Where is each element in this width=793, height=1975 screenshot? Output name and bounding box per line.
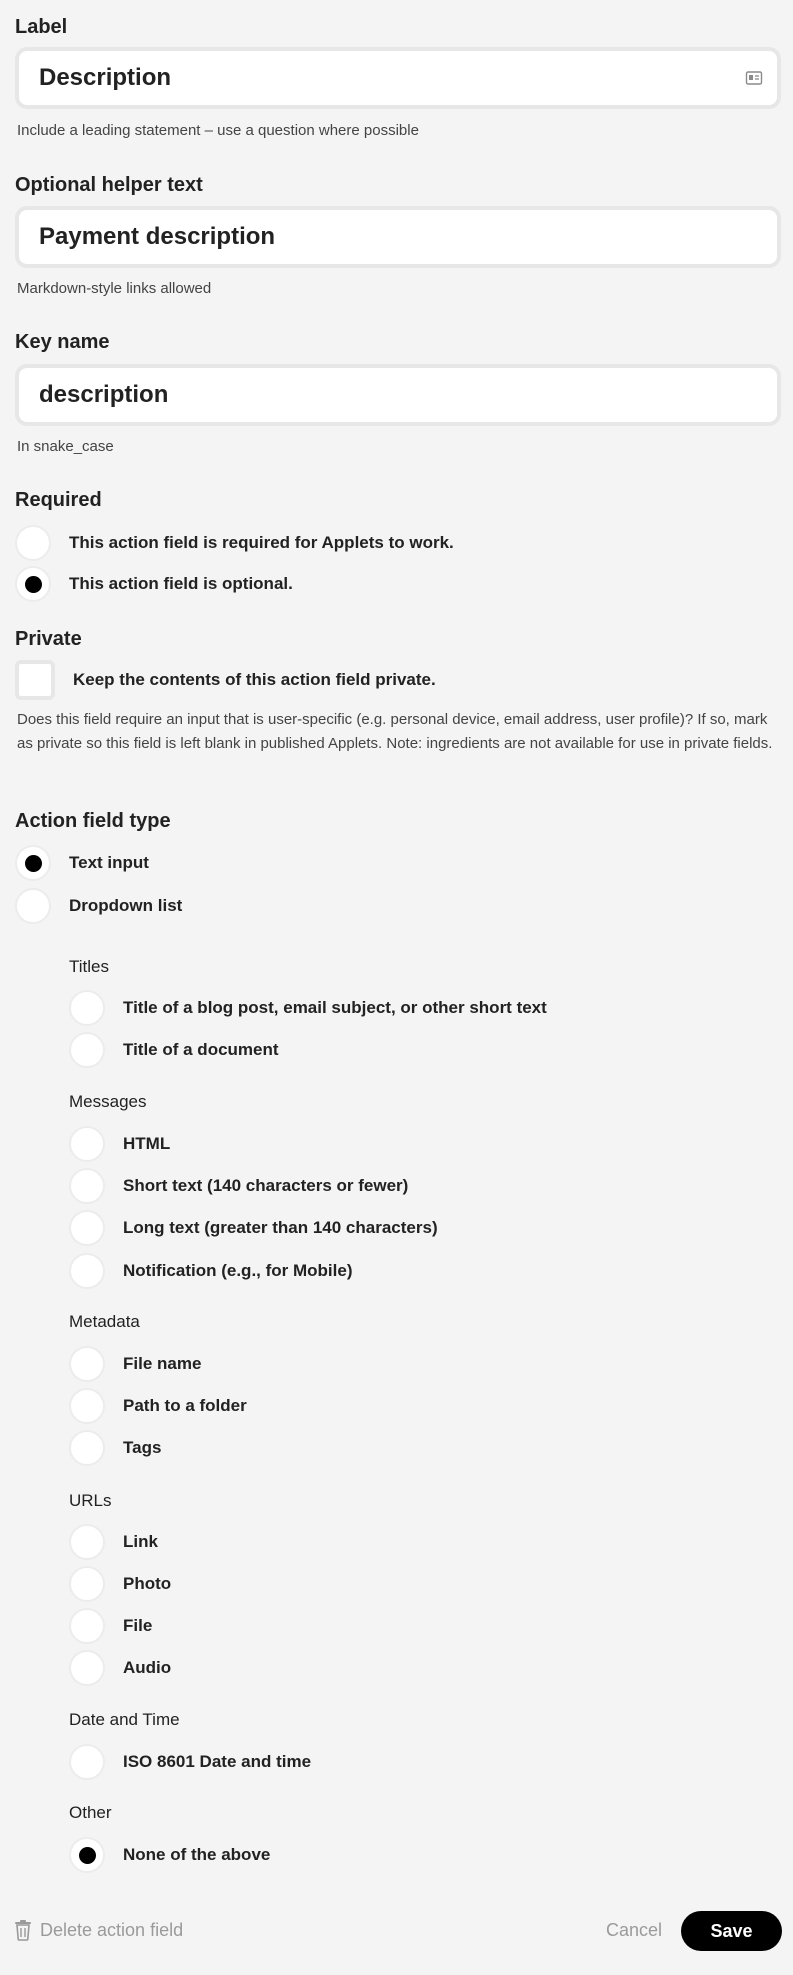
required-option-optional[interactable]	[15, 566, 293, 602]
delete-action-field-label: Delete action field	[40, 1919, 184, 1940]
radio-button[interactable]	[15, 845, 51, 881]
radio-button[interactable]	[69, 1837, 105, 1873]
key-name-input-value: description	[39, 381, 169, 408]
group-title-titles: Titles	[69, 957, 109, 976]
radio-button[interactable]	[69, 1168, 105, 1204]
type-option-label: Tags	[123, 1438, 162, 1457]
radio-button[interactable]	[69, 1566, 105, 1602]
field-type-dropdown-list[interactable]	[15, 888, 182, 924]
field-type-heading: Action field type	[15, 810, 171, 832]
private-checkbox[interactable]	[15, 660, 55, 700]
private-checkbox-label: Keep the contents of this action field private.	[73, 670, 436, 689]
type-option-link[interactable]	[69, 1524, 158, 1560]
cancel-button[interactable]: Cancel	[606, 1920, 663, 1940]
type-option-short-text[interactable]	[69, 1168, 408, 1204]
type-option-tags[interactable]	[69, 1430, 161, 1466]
type-option-label: None of the above	[123, 1845, 271, 1864]
label-helper: Include a leading statement – use a question where possible	[17, 122, 419, 139]
type-option-label: Title of a document	[123, 1040, 279, 1059]
trash-icon	[14, 1919, 32, 1941]
group-title-other: Other	[69, 1803, 112, 1822]
type-option-html[interactable]	[69, 1126, 170, 1162]
type-option-label: Title of a blog post, email subject, or other short text	[123, 998, 547, 1017]
radio-selected-dot	[79, 1847, 96, 1864]
private-option[interactable]	[15, 660, 436, 700]
type-option-label: Photo	[123, 1574, 172, 1593]
type-option-photo[interactable]	[69, 1566, 171, 1602]
private-description: Does this field require an input that is user-specific (e.g. personal device, email address, user profile)? If so, mark as private so this field is left blank in published Applets. Note: ingredients are not available for use in private fields.	[17, 711, 773, 752]
private-heading: Private	[15, 628, 82, 650]
type-option-none[interactable]	[69, 1837, 270, 1873]
group-title-date-time: Date and Time	[69, 1710, 180, 1729]
save-button[interactable]: Save	[681, 1911, 782, 1951]
required-heading: Required	[15, 489, 102, 511]
type-option-folder-path[interactable]	[69, 1388, 247, 1424]
label-heading: Label	[15, 16, 68, 38]
radio-button[interactable]	[15, 566, 51, 602]
radio-button[interactable]	[69, 1608, 105, 1644]
type-option-file-name[interactable]	[69, 1346, 201, 1382]
label-input[interactable]	[15, 47, 781, 109]
helper-text-heading: Optional helper text	[15, 174, 203, 196]
type-option-label: HTML	[123, 1134, 171, 1153]
radio-button[interactable]	[69, 1430, 105, 1466]
radio-selected-dot	[25, 855, 42, 872]
type-option-iso-date[interactable]	[69, 1744, 311, 1780]
type-option-notification[interactable]	[69, 1253, 352, 1289]
type-option-label: Link	[123, 1532, 158, 1551]
type-option-label: Short text (140 characters or fewer)	[123, 1176, 409, 1195]
id-card-icon[interactable]	[745, 69, 763, 87]
group-title-metadata: Metadata	[69, 1312, 140, 1331]
delete-action-field-button[interactable]	[14, 1919, 183, 1941]
required-option-label: This action field is optional.	[69, 574, 293, 593]
key-name-helper: In snake_case	[17, 438, 114, 455]
type-option-label: File name	[123, 1354, 202, 1373]
type-option-label: Path to a folder	[123, 1396, 247, 1415]
radio-button[interactable]	[69, 1032, 105, 1068]
required-option-label: This action field is required for Applets to work.	[69, 533, 454, 552]
radio-button[interactable]	[69, 1346, 105, 1382]
radio-button[interactable]	[69, 990, 105, 1026]
type-option-label: Long text (greater than 140 characters)	[123, 1218, 438, 1237]
key-name-input[interactable]	[15, 364, 781, 426]
type-option-title-document[interactable]	[69, 1032, 279, 1068]
field-type-option-label: Dropdown list	[69, 896, 183, 915]
radio-button[interactable]	[69, 1126, 105, 1162]
radio-button[interactable]	[69, 1650, 105, 1686]
type-option-label: File	[123, 1616, 153, 1635]
radio-button[interactable]	[69, 1524, 105, 1560]
group-title-messages: Messages	[69, 1092, 147, 1111]
required-option-required[interactable]	[15, 525, 454, 561]
radio-button[interactable]	[69, 1253, 105, 1289]
radio-button[interactable]	[69, 1388, 105, 1424]
type-option-label: Notification (e.g., for Mobile)	[123, 1261, 353, 1280]
radio-button[interactable]	[15, 888, 51, 924]
field-type-text-input[interactable]	[15, 845, 149, 881]
group-title-urls: URLs	[69, 1491, 112, 1510]
key-name-heading: Key name	[15, 331, 110, 353]
helper-text-helper: Markdown-style links allowed	[17, 280, 212, 297]
helper-text-input-value: Payment description	[39, 223, 276, 250]
field-type-option-label: Text input	[69, 853, 149, 872]
type-option-label: ISO 8601 Date and time	[123, 1752, 312, 1771]
radio-button[interactable]	[69, 1210, 105, 1246]
radio-button[interactable]	[15, 525, 51, 561]
type-option-long-text[interactable]	[69, 1210, 438, 1246]
radio-selected-dot	[25, 576, 42, 593]
type-option-file[interactable]	[69, 1608, 152, 1644]
type-option-audio[interactable]	[69, 1650, 171, 1686]
label-input-value: Description	[39, 64, 172, 91]
helper-text-input[interactable]	[15, 206, 781, 268]
type-option-label: Audio	[123, 1658, 172, 1677]
radio-button[interactable]	[69, 1744, 105, 1780]
type-option-title-short[interactable]	[69, 990, 547, 1026]
